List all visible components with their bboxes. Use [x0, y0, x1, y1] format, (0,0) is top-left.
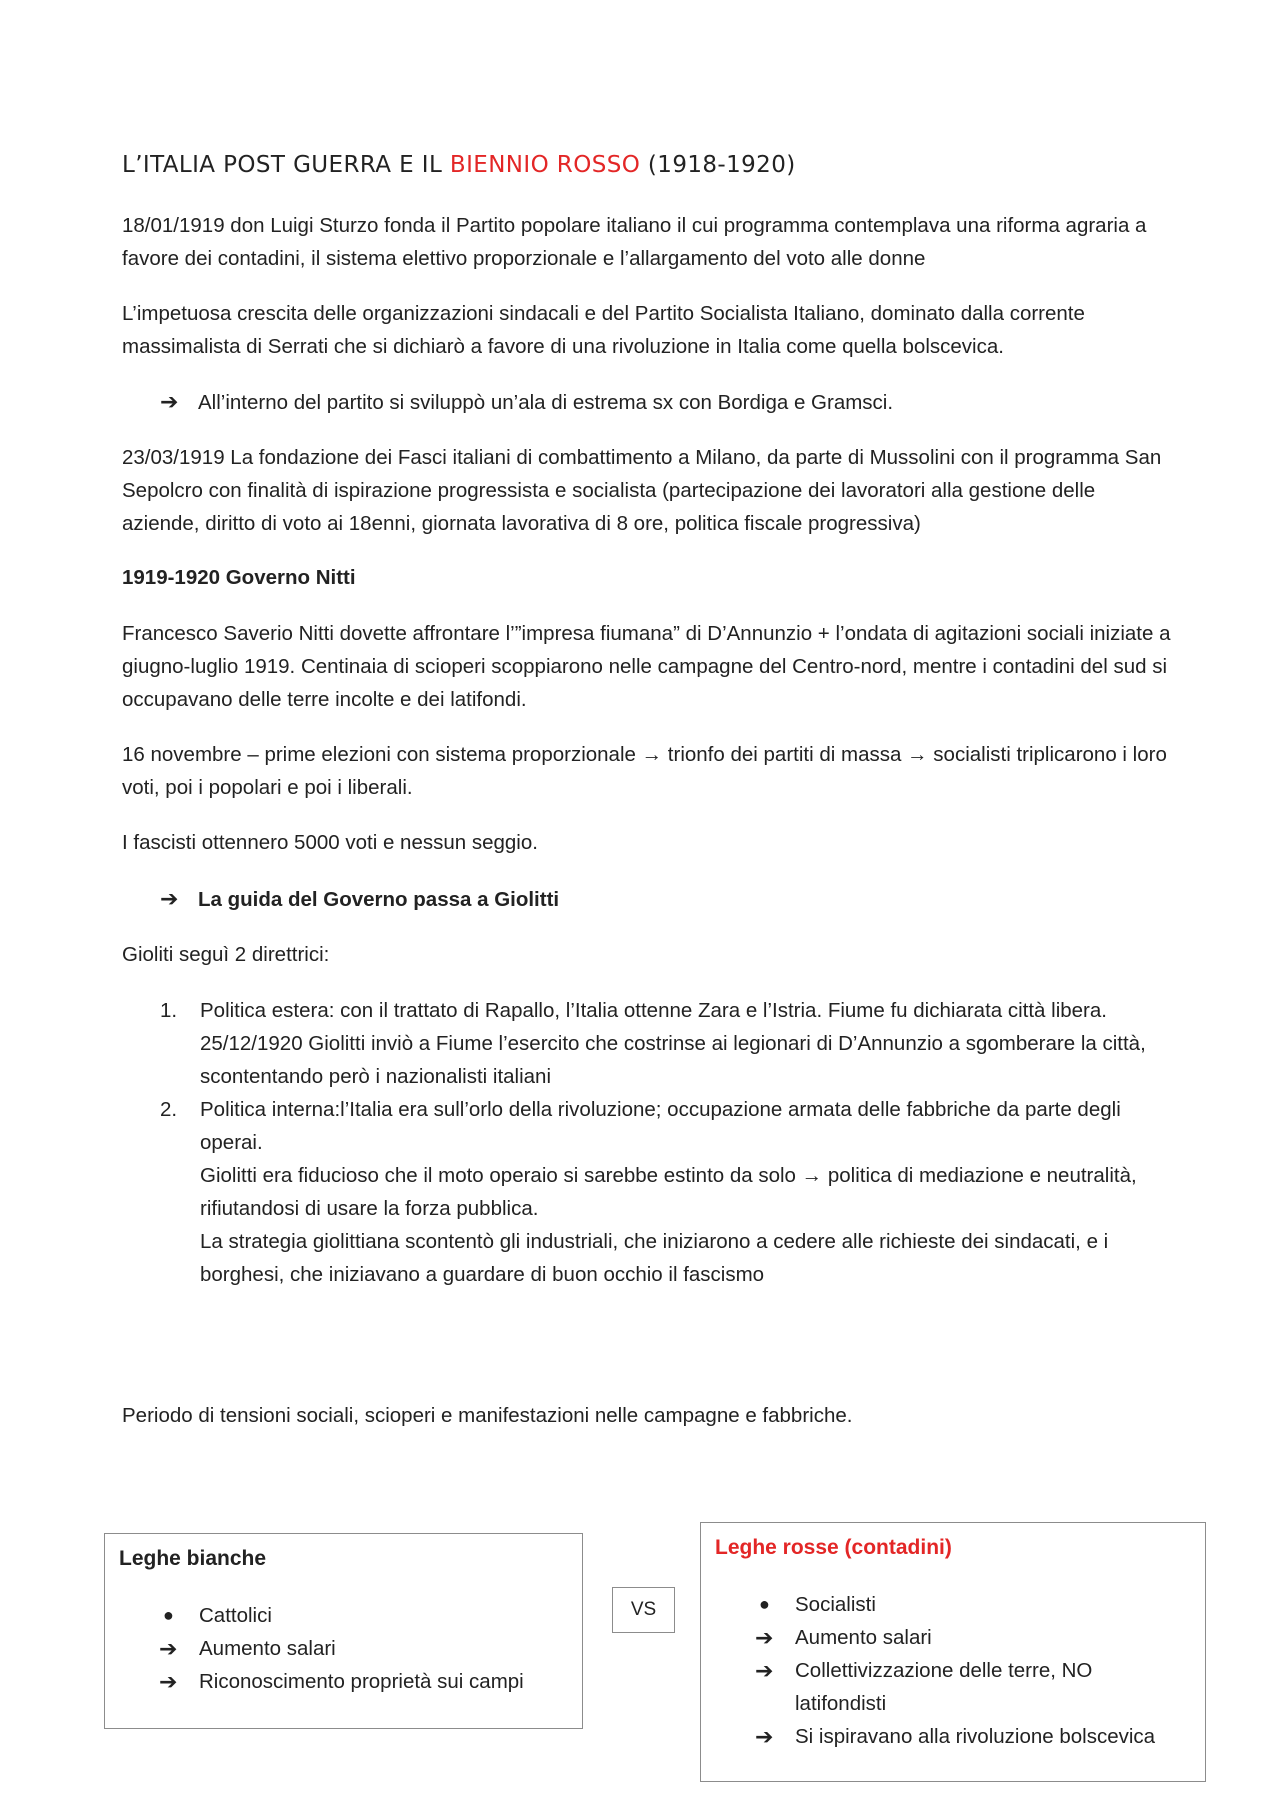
numbered-list [122, 994, 1172, 1291]
arrow-icon: ➔ [755, 1724, 774, 1749]
list-item-text: Collettivizzazione delle terre, NO latifondisti [795, 1659, 1093, 1715]
list-item [122, 994, 1172, 1093]
title-part-1: L’ITALIA POST GUERRA E IL [122, 152, 450, 178]
paragraph-fasci: 23/03/1919 La fondazione dei Fasci italiani di combattimento a Milano, da parte di Mussolini con il programma San Sepolcro con finalità di ispirazione progressista e socialista (partecipazione dei lavoratori alla gestione delle aziende, diritto di voto ai 18enni, giornata lavorativa di 8 ore, politica fiscale progressiva) [122, 446, 1162, 535]
list-item-text: Riconoscimento proprietà sui campi [199, 1670, 524, 1693]
elezioni-text-3: socialisti triplicarono i loro voti, poi i popolari e poi i liberali. [122, 743, 1167, 799]
list-item [701, 1621, 1141, 1654]
arrow-icon: ➔ [159, 1669, 178, 1694]
bullet-icon: ● [163, 1605, 174, 1625]
arrow-icon: ➔ [159, 1636, 178, 1661]
list-item [105, 1665, 582, 1698]
paragraph-psi: L’impetuosa crescita delle organizzazioni sindacali e del Partito Socialista Italiano, dominato dalla corrente massimalista di Serrati che si dichiarò a favore di una rivoluzione in Italia come quella bolscevica. [122, 302, 1085, 358]
arrow-item-giolitti [160, 882, 559, 916]
title-highlight: BIENNIO ROSSO [449, 152, 641, 178]
list-item [701, 1720, 1156, 1753]
paragraph-elezioni [122, 738, 1172, 804]
list-item [701, 1654, 1135, 1720]
box-title: Leghe bianche [119, 1547, 267, 1570]
list-item-text: Aumento salari [199, 1637, 336, 1660]
arrow-icon: → [907, 743, 928, 766]
list-item-text: Aumento salari [795, 1626, 932, 1649]
list-item-text [200, 1159, 1172, 1225]
elezioni-text-1: 16 novembre – prime elezioni con sistema proporzionale [122, 743, 642, 766]
list-item [122, 1093, 1172, 1291]
arrow-icon: ➔ [755, 1658, 774, 1683]
list-item-text: Socialisti [795, 1593, 876, 1616]
page-title [122, 152, 796, 178]
list-item-text: Politica estera: con il trattato di Rapallo, l’Italia ottenne Zara e l’Istria. Fiume fu dichiarata città libera. [200, 999, 1107, 1022]
paragraph-nitti: Francesco Saverio Nitti dovette affrontare l’”impresa fiumana” di D’Annunzio + l’ondata di agitazioni sociali iniziate a giugno-luglio 1919. Centinaia di scioperi scoppiarono nelle campagne del Centro-nord, mentre i contadini del sud si occupavano delle terre incolte e dei latifondi. [122, 622, 1171, 711]
arrow-item-bordiga [160, 385, 893, 419]
list-item [105, 1632, 582, 1665]
vs-label: VS [612, 1587, 675, 1633]
arrow-item-text: La guida del Governo passa a Giolitti [198, 888, 560, 911]
list-item-text: Cattolici [199, 1604, 272, 1627]
section-heading-nitti: 1919-1920 Governo Nitti [122, 566, 356, 589]
list-item-text-part: politica di mediazione e neutralità, rifiutandosi di usare la forza pubblica. [200, 1164, 1137, 1220]
arrow-icon: → [801, 1164, 823, 1187]
arrow-icon: ➔ [160, 389, 179, 414]
box-leghe-rosse [700, 1522, 1206, 1782]
list-item-text: 25/12/1920 Giolitti inviò a Fiume l’esercito che costrinse ai legionari di D’Annunzio a sgomberare la città, scontentando però i nazionalisti italiani [200, 1032, 1146, 1088]
list-item-text: La strategia giolittiana scontentò gli industriali, che iniziarono a cedere alle richieste dei sindacati, e i borghesi, che iniziavano a guardare di buon occhio il fascismo [200, 1230, 1109, 1286]
paragraph-direttrici: Gioliti seguì 2 direttrici: [122, 943, 330, 966]
list-item-text: Si ispiravano alla rivoluzione bolscevica [795, 1725, 1156, 1748]
list-item [105, 1599, 582, 1632]
arrow-icon: ➔ [160, 886, 179, 911]
list-number: 2. [160, 1098, 178, 1121]
bullet-icon: ● [759, 1594, 770, 1614]
box-list [701, 1588, 1156, 1753]
paragraph-tensioni: Periodo di tensioni sociali, scioperi e manifestazioni nelle campagne e fabbriche. [122, 1404, 853, 1427]
title-part-3: (1918-1920) [640, 152, 796, 178]
arrow-icon: ➔ [755, 1625, 774, 1650]
elezioni-text-2: trionfo dei partiti di massa [662, 743, 908, 766]
paragraph-fascisti-voti: I fascisti ottennero 5000 voti e nessun seggio. [122, 831, 538, 854]
arrow-icon: → [641, 743, 663, 766]
box-leghe-bianche [104, 1533, 583, 1729]
paragraph-sturzo: 18/01/1919 don Luigi Sturzo fonda il Partito popolare italiano il cui programma contemplava una riforma agraria a favore dei contadini, il sistema elettivo proporzionale e l’allargamento del voto alle donne [122, 214, 1147, 270]
arrow-item-text: All’interno del partito si sviluppò un’ala di estrema sx con Bordiga e Gramsci. [198, 391, 894, 414]
list-item [701, 1588, 1141, 1621]
box-list [105, 1599, 582, 1698]
box-title: Leghe rosse (contadini) [715, 1536, 952, 1559]
list-item-text-part: Giolitti era fiducioso che il moto operaio si sarebbe estinto da solo [200, 1164, 802, 1187]
list-number: 1. [160, 999, 178, 1022]
list-item-text: Politica interna:l’Italia era sull’orlo della rivoluzione; occupazione armata delle fabbriche da parte degli operai. [200, 1098, 1121, 1154]
